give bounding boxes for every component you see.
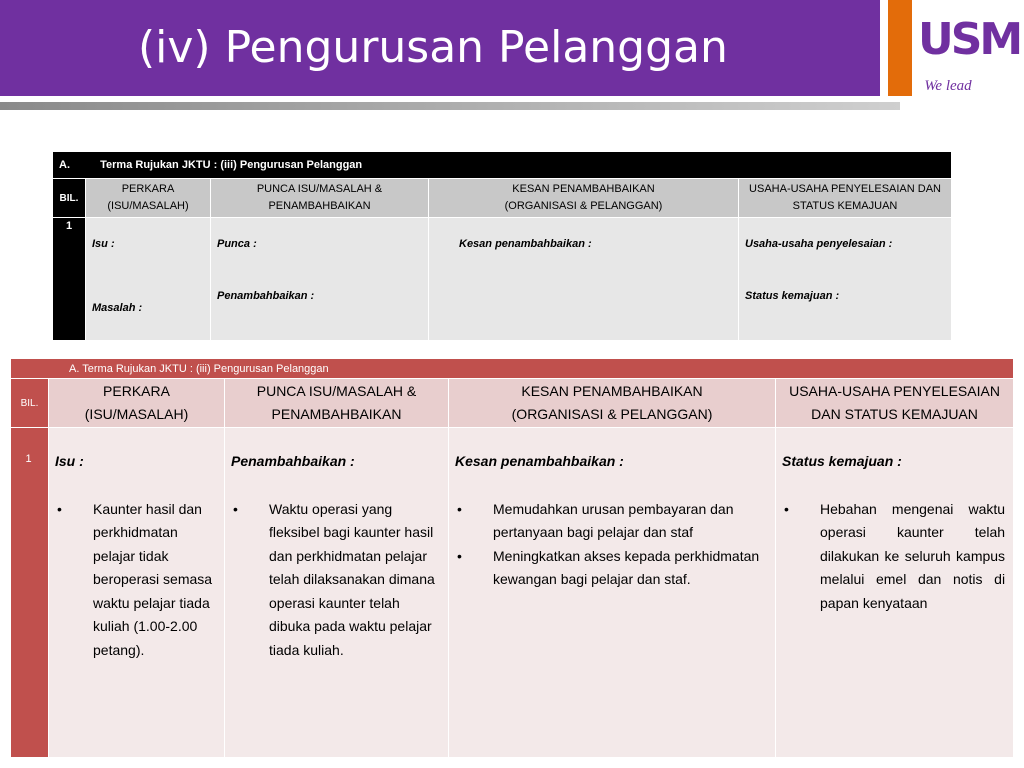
small-penambahbaikan-label: Penambahbaikan : <box>217 290 315 302</box>
small-usaha-label: Usaha-usaha penyelesaian : <box>745 238 893 250</box>
small-isu-label: Isu : <box>92 238 115 250</box>
big-table-column-headers <box>11 379 1014 428</box>
logo-tagline: We lead <box>924 78 972 94</box>
list-item: • Kaunter hasil dan perkhidmatan pelajar tidak beroperasi semasa waktu pelajar tiada kuliah (1.00-2.00 petang). <box>55 498 216 663</box>
big-cell-penambahbaikan <box>225 428 449 758</box>
big-table-row <box>11 428 1014 758</box>
status-list <box>782 498 1005 616</box>
big-col-bil: BIL. <box>11 379 49 428</box>
isu-label: Isu : <box>55 453 84 469</box>
big-col-usaha: USAHA-USAHA PENYELESAIAN DAN STATUS KEMAJUAN <box>776 379 1014 428</box>
small-row-number: 1 <box>53 218 86 341</box>
list-item: • Memudahkan urusan pembayaran dan pertanyaan bagi pelajar dan staf <box>455 498 767 545</box>
small-table <box>52 151 951 341</box>
small-col-punca: PUNCA ISU/MASALAH & PENAMBAHBAIKAN <box>211 179 429 218</box>
small-masalah-label: Masalah : <box>92 302 143 314</box>
status-label: Status kemajuan : <box>782 453 902 469</box>
small-table-title <box>53 152 952 179</box>
penambahbaikan-list <box>231 498 440 663</box>
slide-title: (iv) Pengurusan Pelanggan <box>138 22 728 73</box>
orange-accent-stripe <box>888 0 912 96</box>
small-col-bil: BIL. <box>53 179 86 218</box>
big-table <box>10 358 1013 758</box>
big-table-header-row <box>11 359 1014 379</box>
kesan-label: Kesan penambahbaikan : <box>455 453 624 469</box>
list-item: • Waktu operasi yang fleksibel bagi kaunter hasil dan perkhidmatan pelajar telah dilaksanakan dimana operasi kaunter telah dibuka pada waktu pelajar tiada kuliah. <box>231 498 440 663</box>
big-row-number: 1 <box>11 428 49 758</box>
kesan-list <box>455 498 767 592</box>
big-col-punca: PUNCA ISU/MASALAH & PENAMBAHBAIKAN <box>225 379 449 428</box>
penambahbaikan-label: Penambahbaikan : <box>231 453 355 469</box>
small-cell-punca <box>211 218 429 341</box>
big-cell-isu <box>49 428 225 758</box>
big-table-title: A. Terma Rujukan JKTU : (iii) Pengurusan Pelanggan <box>11 359 1014 379</box>
usm-logo: USM <box>918 14 1021 65</box>
small-cell-kesan <box>429 218 739 341</box>
big-cell-kesan <box>449 428 776 758</box>
list-item: • Hebahan mengenai waktu operasi kaunter telah dilakukan ke seluruh kampus melalui emel dan notis di papan kenyataan <box>782 498 1005 616</box>
small-table-header-row <box>53 152 952 179</box>
small-cell-perkara <box>86 218 211 341</box>
isu-list <box>55 498 216 663</box>
small-table-row <box>53 218 952 341</box>
small-table-title-text: Terma Rujukan JKTU : (iii) Pengurusan Pelanggan <box>100 159 363 171</box>
list-item: • Meningkatkan akses kepada perkhidmatan kewangan bagi pelajar dan staf. <box>455 545 767 592</box>
small-col-usaha: USAHA-USAHA PENYELESAIAN DAN STATUS KEMAJUAN <box>739 179 952 218</box>
grey-divider-bar <box>0 102 900 110</box>
small-table-column-headers <box>53 179 952 218</box>
small-status-label: Status kemajuan : <box>745 290 840 302</box>
big-cell-status <box>776 428 1014 758</box>
small-punca-label: Punca : <box>217 238 257 250</box>
small-col-kesan: KESAN PENAMBAHBAIKAN (ORGANISASI & PELANGGAN) <box>429 179 739 218</box>
small-cell-usaha <box>739 218 952 341</box>
small-kesan-label: Kesan penambahbaikan : <box>459 238 592 250</box>
big-col-perkara: PERKARA (ISU/MASALAH) <box>49 379 225 428</box>
small-table-letter: A. <box>59 159 70 171</box>
big-col-kesan: KESAN PENAMBAHBAIKAN (ORGANISASI & PELANGGAN) <box>449 379 776 428</box>
small-col-perkara: PERKARA (ISU/MASALAH) <box>86 179 211 218</box>
